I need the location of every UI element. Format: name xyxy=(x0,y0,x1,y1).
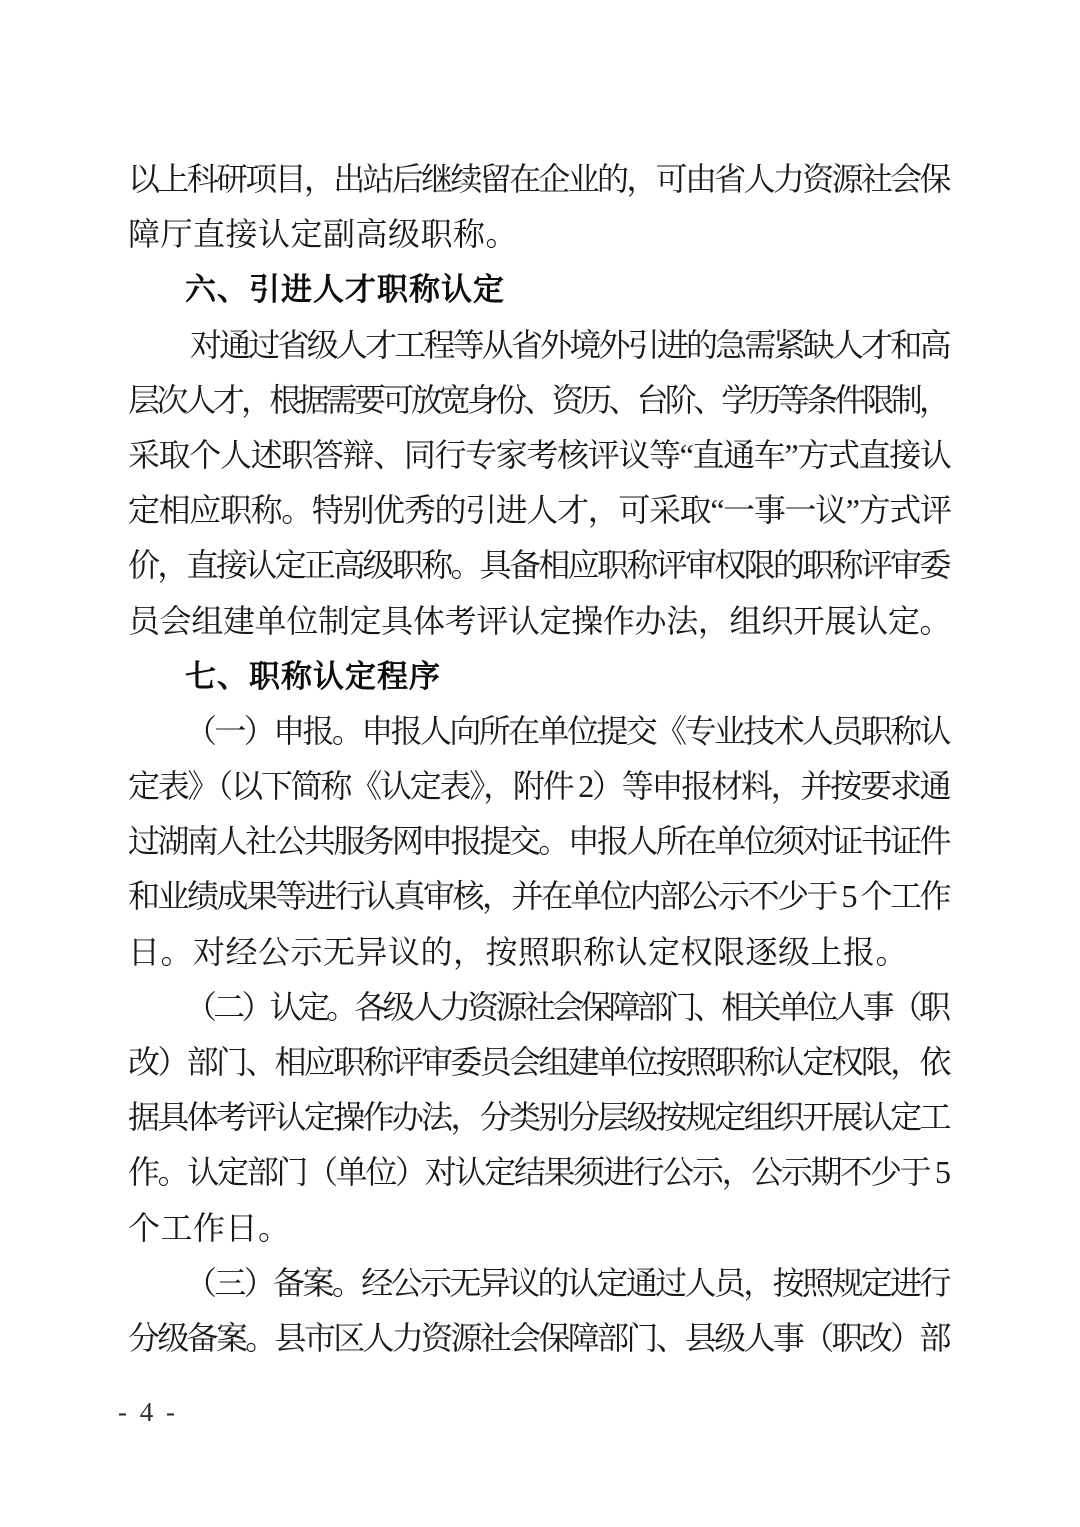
section-heading-six: 六、引进人才职称认定 xyxy=(185,272,505,308)
body-line: 采取个人述职答辩、同行专家考核评议等“直通车”方式直接认 xyxy=(128,436,951,473)
body-line: 障厅直接认定副高级职称。 xyxy=(128,216,519,253)
body-line: 作。认定部门（单位）对认定结果须进行公示，公示期不少于 5 xyxy=(128,1154,949,1191)
body-line: 以上科研项目，出站后继续留在企业的，可由省人力资源社会保 xyxy=(128,161,949,197)
body-line: 对通过省级人才工程等从省外境外引进的急需紧缺人才和高 xyxy=(190,326,949,363)
body-line: 层次人才，根据需要可放宽身份、资历、台阶、学历等条件限制， xyxy=(128,381,948,418)
body-line: 分级备案。县市区人力资源社会保障部门、县级人事（职改）部 xyxy=(128,1319,949,1356)
body-line: 定相应职称。特别优秀的引进人才，可采取“一事一议”方式评 xyxy=(128,492,951,529)
body-line: 价，直接认定正高级职称。具备相应职称评审权限的职称评审委 xyxy=(128,547,949,584)
body-line: 员会组建单位制定具体考评认定操作办法，组织开展认定。 xyxy=(128,602,952,639)
body-line: 个工作日。 xyxy=(128,1209,291,1246)
page-number: - 4 - xyxy=(118,1397,178,1427)
body-line: 定表》（以下简称《认定表》，附件 2）等申报材料，并按要求通 xyxy=(128,768,950,805)
body-line: （二）认定。各级人力资源社会保障部门、相关单位人事（职 xyxy=(185,988,948,1025)
document-text-column xyxy=(128,152,952,1366)
body-line: 日。对经公示无异议的，按照职称认定权限逐级上报。 xyxy=(128,933,909,970)
body-line: 改）部门、相应职称评审委员会组建单位按照职称认定权限，依 xyxy=(128,1044,949,1080)
body-line: 据具体考评认定操作办法，分类别分层级按规定组织开展认定工 xyxy=(128,1099,949,1136)
body-line: 过湖南人社公共服务网申报提交。申报人所在单位须对证书证件 xyxy=(128,823,949,860)
section-heading-seven: 七、职称认定程序 xyxy=(185,658,441,694)
body-line: （一）申报。申报人向所在单位提交《专业技术人员职称认 xyxy=(185,712,949,749)
body-line: 和业绩成果等进行认真审核，并在单位内部公示不少于 5 个工作 xyxy=(128,878,950,915)
body-line: （三）备案。经公示无异议的认定通过人员，按照规定进行 xyxy=(185,1264,949,1301)
